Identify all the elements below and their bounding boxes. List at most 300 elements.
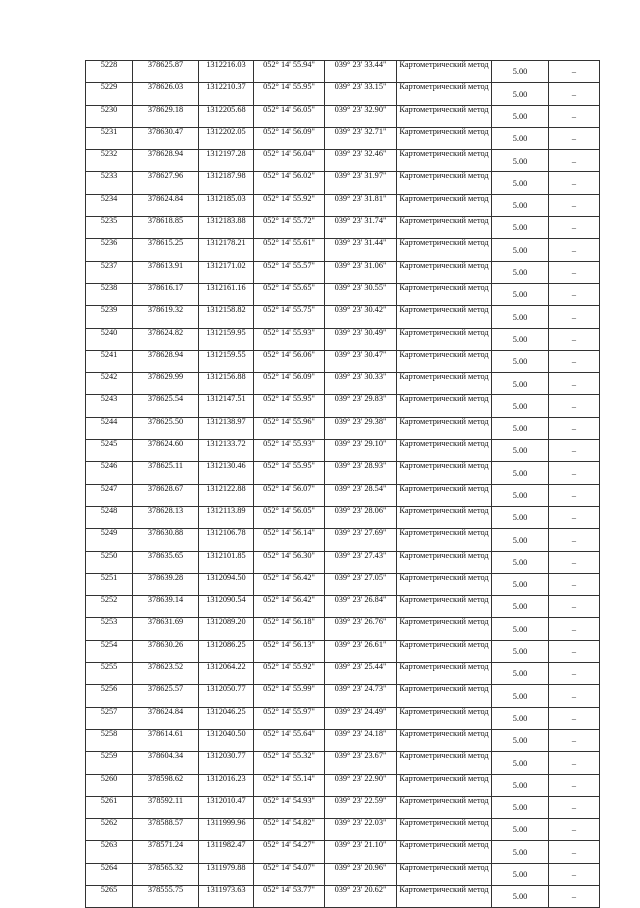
x-coordinate-cell: 378615.25 — [133, 239, 199, 261]
note-cell: – — [549, 484, 600, 506]
point-number-cell: 5244 — [86, 417, 133, 439]
accuracy-cell: 5.00 — [492, 328, 549, 350]
latitude-cell: 052° 14' 56.09" — [254, 373, 325, 395]
point-number-cell: 5230 — [86, 105, 133, 127]
table-row — [86, 618, 600, 640]
method-cell: Картометрический метод — [397, 373, 492, 395]
point-number-cell: 5236 — [86, 239, 133, 261]
note-cell: – — [549, 841, 600, 863]
longitude-cell: 039° 23' 29.38" — [325, 417, 397, 439]
point-number-cell: 5261 — [86, 796, 133, 818]
latitude-cell: 052° 14' 55.32" — [254, 752, 325, 774]
longitude-cell: 039° 23' 27.69" — [325, 529, 397, 551]
latitude-cell: 052° 14' 55.57" — [254, 261, 325, 283]
method-cell: Картометрический метод — [397, 618, 492, 640]
longitude-cell: 039° 23' 32.90" — [325, 105, 397, 127]
x-coordinate-cell: 378592.11 — [133, 796, 199, 818]
point-number-cell: 5231 — [86, 127, 133, 149]
table-row — [86, 752, 600, 774]
latitude-cell: 052° 14' 56.18" — [254, 618, 325, 640]
y-coordinate-cell: 1312064.22 — [199, 663, 254, 685]
note-cell: – — [549, 618, 600, 640]
point-number-cell: 5259 — [86, 752, 133, 774]
latitude-cell: 052° 14' 55.92" — [254, 194, 325, 216]
longitude-cell: 039° 23' 22.59" — [325, 796, 397, 818]
longitude-cell: 039° 23' 26.61" — [325, 640, 397, 662]
longitude-cell: 039° 23' 33.15" — [325, 83, 397, 105]
point-number-cell: 5263 — [86, 841, 133, 863]
point-number-cell: 5251 — [86, 573, 133, 595]
longitude-cell: 039° 23' 20.96" — [325, 863, 397, 885]
table-row — [86, 863, 600, 885]
latitude-cell: 052° 14' 55.95" — [254, 395, 325, 417]
point-number-cell: 5260 — [86, 774, 133, 796]
note-cell: – — [549, 306, 600, 328]
table-row — [86, 306, 600, 328]
x-coordinate-cell: 378624.84 — [133, 194, 199, 216]
note-cell: – — [549, 551, 600, 573]
table-row — [86, 551, 600, 573]
latitude-cell: 052° 14' 55.92" — [254, 663, 325, 685]
latitude-cell: 052° 14' 56.09" — [254, 127, 325, 149]
accuracy-cell: 5.00 — [492, 506, 549, 528]
x-coordinate-cell: 378613.91 — [133, 261, 199, 283]
note-cell: – — [549, 172, 600, 194]
y-coordinate-cell: 1312205.68 — [199, 105, 254, 127]
y-coordinate-cell: 1312138.97 — [199, 417, 254, 439]
point-number-cell: 5233 — [86, 172, 133, 194]
x-coordinate-cell: 378626.03 — [133, 83, 199, 105]
x-coordinate-cell: 378628.94 — [133, 350, 199, 372]
point-number-cell: 5240 — [86, 328, 133, 350]
latitude-cell: 052° 14' 53.77" — [254, 885, 325, 907]
accuracy-cell: 5.00 — [492, 885, 549, 907]
latitude-cell: 052° 14' 55.64" — [254, 729, 325, 751]
longitude-cell: 039° 23' 20.62" — [325, 885, 397, 907]
y-coordinate-cell: 1312010.47 — [199, 796, 254, 818]
note-cell: – — [549, 261, 600, 283]
method-cell: Картометрический метод — [397, 573, 492, 595]
note-cell: – — [549, 729, 600, 751]
y-coordinate-cell: 1312050.77 — [199, 685, 254, 707]
table-row — [86, 61, 600, 83]
longitude-cell: 039° 23' 24.73" — [325, 685, 397, 707]
y-coordinate-cell: 1312090.54 — [199, 596, 254, 618]
point-number-cell: 5248 — [86, 506, 133, 528]
accuracy-cell: 5.00 — [492, 462, 549, 484]
table-row — [86, 462, 600, 484]
y-coordinate-cell: 1312156.88 — [199, 373, 254, 395]
y-coordinate-cell: 1312030.77 — [199, 752, 254, 774]
method-cell: Картометрический метод — [397, 506, 492, 528]
x-coordinate-cell: 378555.75 — [133, 885, 199, 907]
note-cell: – — [549, 150, 600, 172]
accuracy-cell: 5.00 — [492, 707, 549, 729]
x-coordinate-cell: 378625.50 — [133, 417, 199, 439]
y-coordinate-cell: 1311979.88 — [199, 863, 254, 885]
x-coordinate-cell: 378628.94 — [133, 150, 199, 172]
x-coordinate-cell: 378618.85 — [133, 217, 199, 239]
latitude-cell: 052° 14' 54.82" — [254, 819, 325, 841]
table-row — [86, 440, 600, 462]
x-coordinate-cell: 378623.52 — [133, 663, 199, 685]
longitude-cell: 039° 23' 32.46" — [325, 150, 397, 172]
x-coordinate-cell: 378624.84 — [133, 707, 199, 729]
y-coordinate-cell: 1312040.50 — [199, 729, 254, 751]
table-row — [86, 261, 600, 283]
x-coordinate-cell: 378565.32 — [133, 863, 199, 885]
y-coordinate-cell: 1312016.23 — [199, 774, 254, 796]
accuracy-cell: 5.00 — [492, 729, 549, 751]
accuracy-cell: 5.00 — [492, 841, 549, 863]
note-cell: – — [549, 127, 600, 149]
table-row — [86, 707, 600, 729]
table-row — [86, 217, 600, 239]
note-cell: – — [549, 373, 600, 395]
x-coordinate-cell: 378635.65 — [133, 551, 199, 573]
y-coordinate-cell: 1312046.25 — [199, 707, 254, 729]
note-cell: – — [549, 863, 600, 885]
accuracy-cell: 5.00 — [492, 484, 549, 506]
accuracy-cell: 5.00 — [492, 618, 549, 640]
x-coordinate-cell: 378629.18 — [133, 105, 199, 127]
x-coordinate-cell: 378628.67 — [133, 484, 199, 506]
point-number-cell: 5242 — [86, 373, 133, 395]
y-coordinate-cell: 1312183.88 — [199, 217, 254, 239]
method-cell: Картометрический метод — [397, 239, 492, 261]
method-cell: Картометрический метод — [397, 640, 492, 662]
accuracy-cell: 5.00 — [492, 685, 549, 707]
accuracy-cell: 5.00 — [492, 373, 549, 395]
point-number-cell: 5246 — [86, 462, 133, 484]
latitude-cell: 052° 14' 54.93" — [254, 796, 325, 818]
table-row — [86, 640, 600, 662]
longitude-cell: 039° 23' 22.90" — [325, 774, 397, 796]
accuracy-cell: 5.00 — [492, 529, 549, 551]
point-number-cell: 5245 — [86, 440, 133, 462]
method-cell: Картометрический метод — [397, 283, 492, 305]
point-number-cell: 5253 — [86, 618, 133, 640]
method-cell: Картометрический метод — [397, 841, 492, 863]
method-cell: Картометрический метод — [397, 440, 492, 462]
latitude-cell: 052° 14' 55.93" — [254, 440, 325, 462]
x-coordinate-cell: 378639.14 — [133, 596, 199, 618]
longitude-cell: 039° 23' 30.47" — [325, 350, 397, 372]
x-coordinate-cell: 378625.11 — [133, 462, 199, 484]
note-cell: – — [549, 194, 600, 216]
x-coordinate-cell: 378624.82 — [133, 328, 199, 350]
x-coordinate-cell: 378604.34 — [133, 752, 199, 774]
y-coordinate-cell: 1312147.51 — [199, 395, 254, 417]
table-row — [86, 663, 600, 685]
note-cell: – — [549, 328, 600, 350]
point-number-cell: 5257 — [86, 707, 133, 729]
longitude-cell: 039° 23' 22.03" — [325, 819, 397, 841]
note-cell: – — [549, 217, 600, 239]
longitude-cell: 039° 23' 30.49" — [325, 328, 397, 350]
accuracy-cell: 5.00 — [492, 796, 549, 818]
note-cell: – — [549, 885, 600, 907]
method-cell: Картометрический метод — [397, 752, 492, 774]
note-cell: – — [549, 663, 600, 685]
point-number-cell: 5235 — [86, 217, 133, 239]
latitude-cell: 052° 14' 55.61" — [254, 239, 325, 261]
note-cell: – — [549, 350, 600, 372]
longitude-cell: 039° 23' 21.10" — [325, 841, 397, 863]
table-row — [86, 573, 600, 595]
y-coordinate-cell: 1312197.28 — [199, 150, 254, 172]
table-row — [86, 83, 600, 105]
x-coordinate-cell: 378571.24 — [133, 841, 199, 863]
point-number-cell: 5237 — [86, 261, 133, 283]
y-coordinate-cell: 1312171.02 — [199, 261, 254, 283]
y-coordinate-cell: 1312113.89 — [199, 506, 254, 528]
accuracy-cell: 5.00 — [492, 217, 549, 239]
x-coordinate-cell: 378616.17 — [133, 283, 199, 305]
point-number-cell: 5229 — [86, 83, 133, 105]
x-coordinate-cell: 378625.57 — [133, 685, 199, 707]
longitude-cell: 039° 23' 25.44" — [325, 663, 397, 685]
accuracy-cell: 5.00 — [492, 127, 549, 149]
latitude-cell: 052° 14' 55.65" — [254, 283, 325, 305]
x-coordinate-cell: 378628.13 — [133, 506, 199, 528]
longitude-cell: 039° 23' 30.42" — [325, 306, 397, 328]
point-number-cell: 5239 — [86, 306, 133, 328]
method-cell: Картометрический метод — [397, 729, 492, 751]
note-cell: – — [549, 395, 600, 417]
method-cell: Картометрический метод — [397, 796, 492, 818]
method-cell: Картометрический метод — [397, 663, 492, 685]
table-row — [86, 373, 600, 395]
table-row — [86, 283, 600, 305]
longitude-cell: 039° 23' 27.43" — [325, 551, 397, 573]
y-coordinate-cell: 1312158.82 — [199, 306, 254, 328]
method-cell: Картометрический метод — [397, 551, 492, 573]
point-number-cell: 5232 — [86, 150, 133, 172]
note-cell: – — [549, 105, 600, 127]
table-row — [86, 417, 600, 439]
latitude-cell: 052° 14' 56.05" — [254, 105, 325, 127]
note-cell: – — [549, 796, 600, 818]
y-coordinate-cell: 1312159.55 — [199, 350, 254, 372]
table-row — [86, 841, 600, 863]
accuracy-cell: 5.00 — [492, 573, 549, 595]
accuracy-cell: 5.00 — [492, 640, 549, 662]
method-cell: Картометрический метод — [397, 819, 492, 841]
x-coordinate-cell: 378619.32 — [133, 306, 199, 328]
longitude-cell: 039° 23' 30.33" — [325, 373, 397, 395]
accuracy-cell: 5.00 — [492, 752, 549, 774]
y-coordinate-cell: 1312101.85 — [199, 551, 254, 573]
accuracy-cell: 5.00 — [492, 395, 549, 417]
accuracy-cell: 5.00 — [492, 105, 549, 127]
y-coordinate-cell: 1312106.78 — [199, 529, 254, 551]
y-coordinate-cell: 1312159.95 — [199, 328, 254, 350]
point-number-cell: 5252 — [86, 596, 133, 618]
longitude-cell: 039° 23' 29.10" — [325, 440, 397, 462]
note-cell: – — [549, 819, 600, 841]
x-coordinate-cell: 378614.61 — [133, 729, 199, 751]
note-cell: – — [549, 573, 600, 595]
x-coordinate-cell: 378629.99 — [133, 373, 199, 395]
method-cell: Картометрический метод — [397, 885, 492, 907]
latitude-cell: 052° 14' 55.72" — [254, 217, 325, 239]
point-number-cell: 5249 — [86, 529, 133, 551]
latitude-cell: 052° 14' 54.07" — [254, 863, 325, 885]
table-row — [86, 685, 600, 707]
latitude-cell: 052° 14' 56.02" — [254, 172, 325, 194]
accuracy-cell: 5.00 — [492, 863, 549, 885]
table-row — [86, 172, 600, 194]
y-coordinate-cell: 1312161.16 — [199, 283, 254, 305]
accuracy-cell: 5.00 — [492, 239, 549, 261]
point-number-cell: 5258 — [86, 729, 133, 751]
latitude-cell: 052° 14' 55.96" — [254, 417, 325, 439]
x-coordinate-cell: 378630.47 — [133, 127, 199, 149]
point-number-cell: 5228 — [86, 61, 133, 83]
longitude-cell: 039° 23' 28.06" — [325, 506, 397, 528]
x-coordinate-cell: 378630.88 — [133, 529, 199, 551]
y-coordinate-cell: 1312187.98 — [199, 172, 254, 194]
longitude-cell: 039° 23' 31.74" — [325, 217, 397, 239]
note-cell: – — [549, 685, 600, 707]
method-cell: Картометрический метод — [397, 217, 492, 239]
note-cell: – — [549, 440, 600, 462]
method-cell: Картометрический метод — [397, 395, 492, 417]
table-row — [86, 774, 600, 796]
accuracy-cell: 5.00 — [492, 350, 549, 372]
method-cell: Картометрический метод — [397, 194, 492, 216]
accuracy-cell: 5.00 — [492, 440, 549, 462]
latitude-cell: 052° 14' 56.13" — [254, 640, 325, 662]
method-cell: Картометрический метод — [397, 417, 492, 439]
y-coordinate-cell: 1312130.46 — [199, 462, 254, 484]
table-row — [86, 150, 600, 172]
coordinates-table — [85, 60, 600, 908]
latitude-cell: 052° 14' 56.06" — [254, 350, 325, 372]
longitude-cell: 039° 23' 24.18" — [325, 729, 397, 751]
longitude-cell: 039° 23' 31.97" — [325, 172, 397, 194]
x-coordinate-cell: 378631.69 — [133, 618, 199, 640]
table-row — [86, 194, 600, 216]
note-cell: – — [549, 417, 600, 439]
note-cell: – — [549, 61, 600, 83]
latitude-cell: 052° 14' 56.14" — [254, 529, 325, 551]
table-row — [86, 395, 600, 417]
longitude-cell: 039° 23' 33.44" — [325, 61, 397, 83]
method-cell: Картометрический метод — [397, 863, 492, 885]
point-number-cell: 5264 — [86, 863, 133, 885]
y-coordinate-cell: 1311982.47 — [199, 841, 254, 863]
table-row — [86, 105, 600, 127]
note-cell: – — [549, 596, 600, 618]
longitude-cell: 039° 23' 32.71" — [325, 127, 397, 149]
longitude-cell: 039° 23' 31.06" — [325, 261, 397, 283]
method-cell: Картометрический метод — [397, 150, 492, 172]
latitude-cell: 052° 14' 55.95" — [254, 83, 325, 105]
accuracy-cell: 5.00 — [492, 194, 549, 216]
longitude-cell: 039° 23' 26.76" — [325, 618, 397, 640]
method-cell: Картометрический метод — [397, 61, 492, 83]
latitude-cell: 052° 14' 55.93" — [254, 328, 325, 350]
latitude-cell: 052° 14' 56.04" — [254, 150, 325, 172]
point-number-cell: 5234 — [86, 194, 133, 216]
x-coordinate-cell: 378588.57 — [133, 819, 199, 841]
x-coordinate-cell: 378639.28 — [133, 573, 199, 595]
y-coordinate-cell: 1312122.88 — [199, 484, 254, 506]
point-number-cell: 5238 — [86, 283, 133, 305]
note-cell: – — [549, 640, 600, 662]
x-coordinate-cell: 378598.62 — [133, 774, 199, 796]
accuracy-cell: 5.00 — [492, 61, 549, 83]
latitude-cell: 052° 14' 55.97" — [254, 707, 325, 729]
note-cell: – — [549, 529, 600, 551]
method-cell: Картометрический метод — [397, 596, 492, 618]
latitude-cell: 052° 14' 55.94" — [254, 61, 325, 83]
note-cell: – — [549, 506, 600, 528]
y-coordinate-cell: 1312094.50 — [199, 573, 254, 595]
method-cell: Картометрический метод — [397, 707, 492, 729]
latitude-cell: 052° 14' 56.42" — [254, 596, 325, 618]
accuracy-cell: 5.00 — [492, 551, 549, 573]
accuracy-cell: 5.00 — [492, 663, 549, 685]
latitude-cell: 052° 14' 56.05" — [254, 506, 325, 528]
longitude-cell: 039° 23' 27.05" — [325, 573, 397, 595]
table-row — [86, 484, 600, 506]
longitude-cell: 039° 23' 28.54" — [325, 484, 397, 506]
y-coordinate-cell: 1312210.37 — [199, 83, 254, 105]
method-cell: Картометрический метод — [397, 105, 492, 127]
method-cell: Картометрический метод — [397, 83, 492, 105]
table-row — [86, 596, 600, 618]
table-row — [86, 239, 600, 261]
table-row — [86, 885, 600, 907]
accuracy-cell: 5.00 — [492, 261, 549, 283]
x-coordinate-cell: 378624.60 — [133, 440, 199, 462]
accuracy-cell: 5.00 — [492, 83, 549, 105]
y-coordinate-cell: 1312185.03 — [199, 194, 254, 216]
y-coordinate-cell: 1312202.05 — [199, 127, 254, 149]
accuracy-cell: 5.00 — [492, 774, 549, 796]
y-coordinate-cell: 1311973.63 — [199, 885, 254, 907]
method-cell: Картометрический метод — [397, 774, 492, 796]
y-coordinate-cell: 1312133.72 — [199, 440, 254, 462]
x-coordinate-cell: 378630.26 — [133, 640, 199, 662]
longitude-cell: 039° 23' 31.44" — [325, 239, 397, 261]
point-number-cell: 5262 — [86, 819, 133, 841]
method-cell: Картометрический метод — [397, 306, 492, 328]
note-cell: – — [549, 283, 600, 305]
method-cell: Картометрический метод — [397, 127, 492, 149]
longitude-cell: 039° 23' 29.83" — [325, 395, 397, 417]
method-cell: Картометрический метод — [397, 350, 492, 372]
latitude-cell: 052° 14' 54.27" — [254, 841, 325, 863]
x-coordinate-cell: 378627.96 — [133, 172, 199, 194]
point-number-cell: 5243 — [86, 395, 133, 417]
table-row — [86, 328, 600, 350]
accuracy-cell: 5.00 — [492, 283, 549, 305]
accuracy-cell: 5.00 — [492, 306, 549, 328]
method-cell: Картометрический метод — [397, 529, 492, 551]
method-cell: Картометрический метод — [397, 172, 492, 194]
latitude-cell: 052° 14' 56.30" — [254, 551, 325, 573]
point-number-cell: 5255 — [86, 663, 133, 685]
x-coordinate-cell: 378625.54 — [133, 395, 199, 417]
point-number-cell: 5256 — [86, 685, 133, 707]
point-number-cell: 5250 — [86, 551, 133, 573]
method-cell: Картометрический метод — [397, 328, 492, 350]
point-number-cell: 5254 — [86, 640, 133, 662]
